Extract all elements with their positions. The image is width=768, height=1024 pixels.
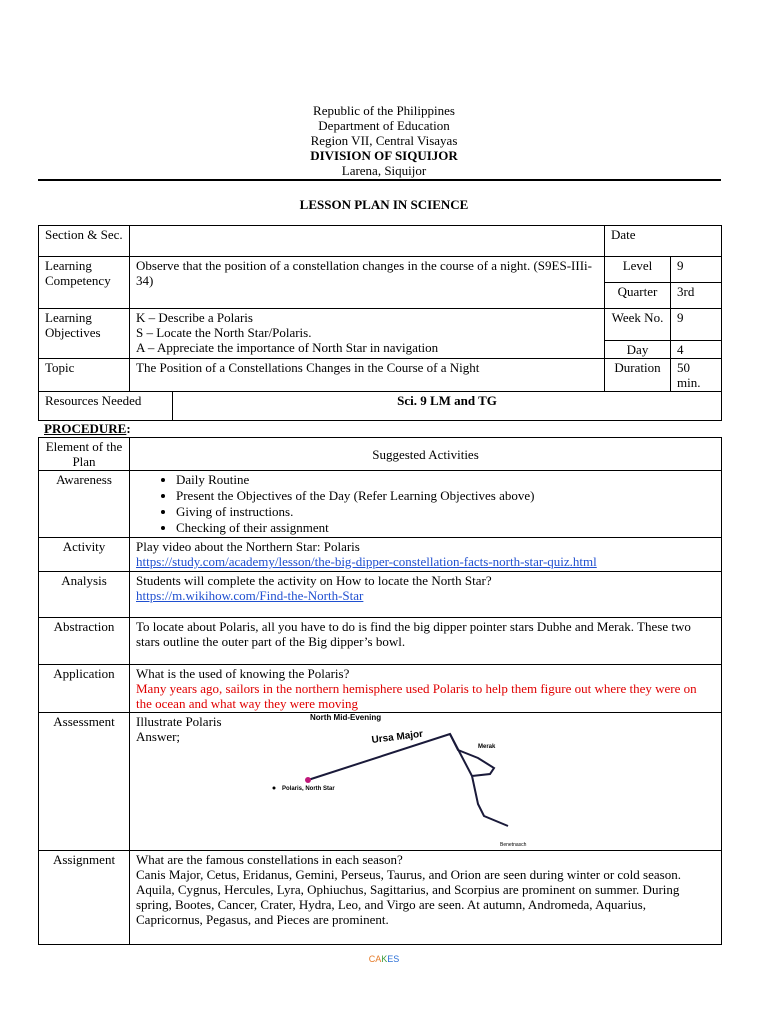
diagram-polaris-label: Polaris, North Star xyxy=(282,786,335,792)
section-label: Section & Sec. xyxy=(39,226,130,257)
date-label: Date xyxy=(605,226,722,257)
activity-content xyxy=(130,538,722,572)
level-label: Level xyxy=(605,257,671,283)
application-content xyxy=(130,665,722,713)
awareness-label: Awareness xyxy=(39,471,130,538)
day-value: 4 xyxy=(671,341,722,359)
diagram-ursa-label: Ursa Major xyxy=(371,728,424,746)
application-label: Application xyxy=(39,665,130,713)
week-value: 9 xyxy=(671,309,722,341)
quarter-label: Quarter xyxy=(605,283,671,309)
week-label: Week No. xyxy=(605,309,671,341)
quarter-value: 3rd xyxy=(671,283,722,309)
header-divider xyxy=(38,179,721,181)
objectives-text xyxy=(130,309,605,359)
procedure-colon: : xyxy=(126,421,131,436)
awareness-item: • Checking of their assignment xyxy=(176,520,715,536)
competency-text: Observe that the position of a constellation changes in the course of a night. (S9ES-IIIi-34) xyxy=(130,257,605,309)
footer-text-1: CA xyxy=(368,954,382,964)
competency-label: Learning Competency xyxy=(39,257,130,309)
header-republic: Republic of the Philippines xyxy=(313,103,455,118)
lesson-info-table xyxy=(38,225,722,421)
duration-label: Duration xyxy=(605,359,671,392)
abstraction-text: To locate about Polaris, all you have to do is find the big dipper pointer stars Dubhe and Merak. These two stars outline the outer part of the Big dipper’s bowl. xyxy=(130,618,722,665)
resources-value: Sci. 9 LM and TG xyxy=(173,392,722,421)
activity-link[interactable]: https://study.com/academy/lesson/the-big-dipper-constellation-facts-north-star-quiz.html xyxy=(136,554,597,569)
abstraction-label: Abstraction xyxy=(39,618,130,665)
polaris-diagram xyxy=(268,708,538,848)
element-header: Element of the Plan xyxy=(39,438,130,471)
diagram-bottom-label: Benetnasch xyxy=(500,842,527,848)
objective-s: S – Locate the North Star/Polaris. xyxy=(136,325,312,340)
section-value xyxy=(130,226,605,257)
analysis-text: Students will complete the activity on How to locate the North Star? xyxy=(136,573,492,588)
assignment-question: What are the famous constellations in each season? xyxy=(136,852,403,867)
awareness-item: • Daily Routine xyxy=(176,472,715,488)
diagram-merak-label: Merak xyxy=(478,744,496,750)
activity-text: Play video about the Northern Star: Polaris xyxy=(136,539,360,554)
level-value: 9 xyxy=(671,257,722,283)
awareness-list xyxy=(136,472,715,536)
analysis-label: Analysis xyxy=(39,572,130,618)
assessment-answer-label: Answer; xyxy=(136,729,181,744)
page-title: LESSON PLAN IN SCIENCE xyxy=(299,197,469,212)
document-header xyxy=(0,103,768,178)
activity-label: Activity xyxy=(39,538,130,572)
header-region: Region VII, Central Visayas xyxy=(310,133,458,148)
header-location: Larena, Siquijor xyxy=(341,163,427,178)
legend-dot-icon xyxy=(273,787,276,790)
awareness-content xyxy=(130,471,722,538)
topic-text: The Position of a Constellations Changes in the Course of a Night xyxy=(130,359,605,392)
assignment-text: Canis Major, Cetus, Eridanus, Gemini, Perseus, Taurus, and Orion are seen during winter or cold season. Aquila, Cygnus, Hercules, Lyra, Ophiuchus, Sagittarius, and Scorpius are prominent on summer. During spring, Bootes, Cancer, Crater, Hydra, Leo, and Virgo are seen. At autumn, Andromeda, Aquarius, Capricornus, Pegasus, and Pieces are prominent. xyxy=(136,867,681,927)
assessment-label: Assessment xyxy=(39,713,130,851)
application-answer: Many years ago, sailors in the northern hemisphere used Polaris to help them figure out where they were on the ocean and what way they were moving xyxy=(136,681,697,711)
awareness-item: • Present the Objectives of the Day (Refer Learning Objectives above) xyxy=(176,488,715,504)
assignment-content xyxy=(130,851,722,945)
activities-header: Suggested Activities xyxy=(130,438,722,471)
assessment-prompt: Illustrate Polaris xyxy=(136,714,222,729)
analysis-content xyxy=(130,572,722,618)
analysis-link[interactable]: https://m.wikihow.com/Find-the-North-Star xyxy=(136,588,364,603)
objective-k: K – Describe a Polaris xyxy=(136,310,253,325)
procedure-label: PROCEDURE xyxy=(44,421,127,436)
procedure-heading xyxy=(44,421,131,436)
objectives-label: Learning Objectives xyxy=(39,309,130,359)
day-label: Day xyxy=(605,341,671,359)
awareness-item: • Giving of instructions. xyxy=(176,504,715,520)
footer-logo xyxy=(0,954,768,964)
polaris-star-icon xyxy=(305,777,311,783)
objective-a: A – Appreciate the importance of North Star in navigation xyxy=(136,340,439,355)
footer-text-2: K xyxy=(381,954,388,964)
duration-value: 50 min. xyxy=(671,359,722,392)
application-question: What is the used of knowing the Polaris? xyxy=(136,666,350,681)
procedure-table xyxy=(38,437,722,945)
header-division: DIVISION OF SIQUIJOR xyxy=(310,148,458,163)
assignment-label: Assignment xyxy=(39,851,130,945)
header-department: Department of Education xyxy=(318,118,450,133)
footer-text-3: ES xyxy=(387,954,400,964)
resources-label: Resources Needed xyxy=(39,392,173,421)
topic-label: Topic xyxy=(39,359,130,392)
diagram-title: North Mid-Evening xyxy=(310,713,382,722)
